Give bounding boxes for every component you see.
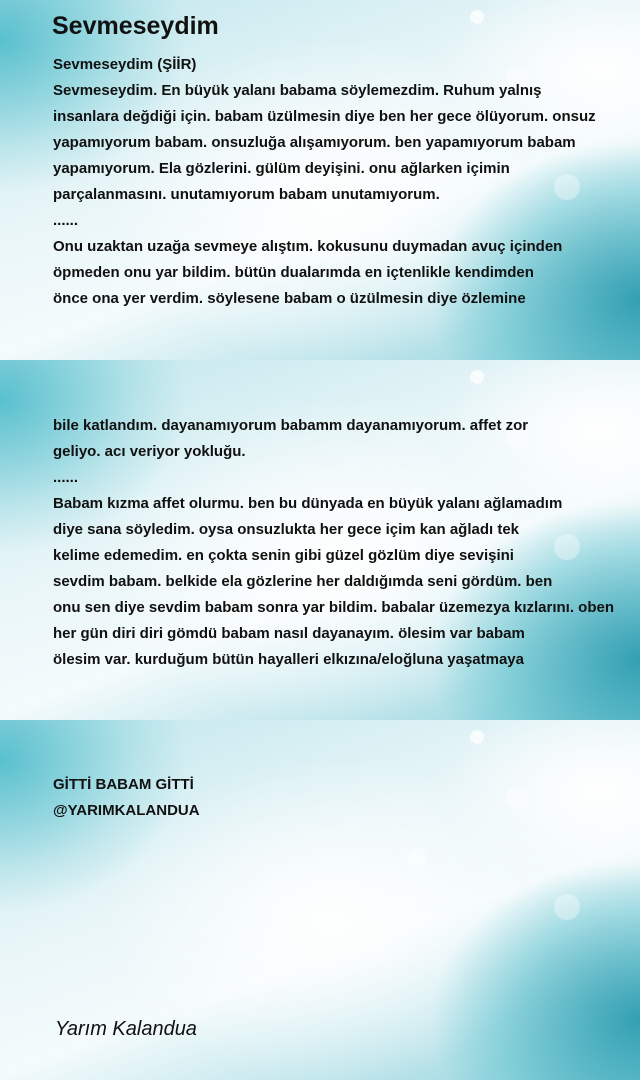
poem-section-2 [53,413,614,673]
poem-line: kelime edemedim. en çokta senin gibi güzel gözlüm diye sevişini [53,547,514,564]
poem-panel-2 [0,360,640,720]
poem-panel-1 [0,0,640,360]
poem-line: önce ona yer verdim. söylesene babam o üzülmesin diye özlemine [53,290,526,307]
poem-line: GİTTİ BABAM GİTTİ [53,776,194,793]
poem-line: sevdim babam. belkide ela gözlerine her daldığımda seni gördüm. ben [53,573,553,590]
poem-line: yapamıyorum. Ela gözlerini. gülüm deyişini. onu ağlarken içimin [53,160,510,177]
poem-panel-3 [0,720,640,1080]
poem-line: Sevmeseydim. En büyük yalanı babama söylemezdim. Ruhum yalnış [53,82,542,99]
poem-line: yapamıyorum babam. onsuzluğa alışamıyorum. ben yapamıyorum babam [53,134,576,151]
poem-line: onu sen diye sevdim babam sonra yar bildim. babalar üzemezya kızlarını. oben [53,599,615,616]
poem-line: parçalanmasını. unutamıyorum babam unutamıyorum. [53,186,440,203]
poem-line: öpmeden onu yar bildim. bütün dualarımda en içtenlikle kendimden [53,264,534,281]
poem-title: Sevmeseydim [52,12,219,40]
poem-line: ...... [53,469,79,486]
poem-line: Babam kızma affet olurmu. ben bu dünyada en büyük yalanı ağlamadım [53,495,563,512]
poem-line: diye sana söyledim. oysa onsuzlukta her gece içim kan ağladı tek [53,521,520,538]
poem-line: bile katlandım. dayanamıyorum babamm dayanamıyorum. affet zor [53,417,529,434]
poem-line: ölesim var. kurduğum bütün hayalleri elkızına/eloğluna yaşatmaya [53,651,524,668]
poem-line: geliyo. acı veriyor yokluğu. [53,443,246,460]
poem-line: insanlara değdiği için. babam üzülmesin diye ben her gece ölüyorum. onsuz [53,108,596,125]
poem-line: Onu uzaktan uzağa sevmeye alıştım. kokusunu duymadan avuç içinden [53,238,563,255]
poem-handle: @YARIMKALANDUA [53,802,200,819]
poem-line: her gün diri diri gömdü babam nasıl dayanayım. ölesim var babam [53,625,525,642]
poem-line: ...... [53,212,79,229]
poem-section-3 [53,772,200,824]
poem-section-1 [53,52,596,312]
author-name: Yarım Kalandua [55,1018,197,1040]
poem-line: Sevmeseydim (ŞİİR) [53,56,197,73]
